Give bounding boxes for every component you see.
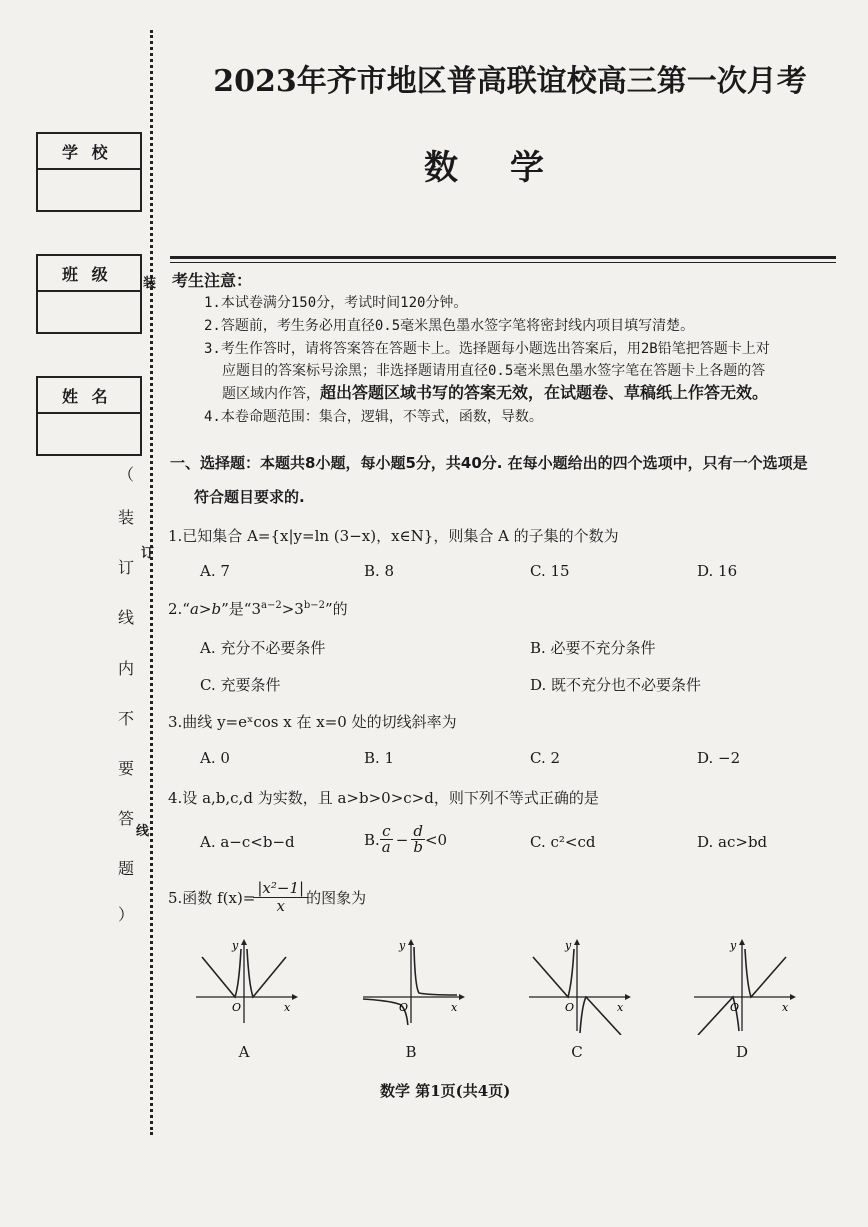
q1-option-c[interactable]: C. 15 [530,562,570,580]
notice-item-3-tail: 题区域内作答， [222,386,320,402]
origin-label: O [399,1001,409,1014]
name-blank[interactable] [38,414,140,454]
q4b-num1: c [382,822,391,840]
question-4-stem: 4.设 a,b,c,d 为实数，且 a>b>0>c>d，则下列不等式正确的是 [168,789,599,807]
side-char: （ [117,465,134,484]
side-char: 答 [117,809,134,828]
header-rule-thick [170,256,836,259]
notice-item-2: 2.答题前，考生务必用直径0.5毫米黑色墨水签字笔将密封线内项目填写清楚。 [204,318,695,334]
side-char: ） [117,905,134,924]
axis-x-label: x [284,1001,291,1014]
q1-option-b[interactable]: B. 8 [364,562,395,580]
q1-option-a[interactable]: A. 7 [200,562,230,580]
notice-item-4: 4.本卷命题范围：集合，逻辑，不等式，函数，导数。 [204,409,543,425]
school-label: 学 校 [38,134,140,170]
notice-item-3: 3.考生作答时，请将答案答在答题卡上。选择题每小题选出答案后，用2B铅笔把答题卡上对 [204,341,770,357]
binding-dotted-line [150,30,153,1135]
question-1-stem: 1.已知集合 A={x|y=ln (3−x)，x∈N}，则集合 A 的子集的个数为 [168,527,619,545]
q4b-num2: d [413,822,423,840]
q2-part: >3 [281,600,304,618]
notice-item-3-cont: 应题目的答案标号涂黑；非选择题请用直径0.5毫米黑色墨水签字笔在答题卡上各题的答 [222,363,766,379]
exam-title: 2023年齐市地区普高联谊校高三第一次月考 [213,64,807,99]
q5-numerator: |x²−1| [257,879,305,897]
q3-option-d[interactable]: D. −2 [697,749,741,767]
notice-title: 考生注意： [172,271,253,290]
q4-option-c[interactable]: C. c²<cd [530,833,596,851]
q3-option-c[interactable]: C. 2 [530,749,561,767]
q2-option-b[interactable]: B. 必要不充分条件 [530,639,656,657]
axis-x-label: x [782,1001,789,1014]
header-rule-thin [170,262,836,263]
q5-fraction [257,880,304,915]
q2-part: 2.“ [168,600,190,618]
graph-b[interactable] [357,935,467,1025]
graph-a-label: A [238,1043,250,1061]
graph-d[interactable] [688,935,798,1035]
q4b-frac2 [411,824,425,855]
page-footer: 数学 第1页(共4页) [380,1082,511,1100]
q3-option-a[interactable]: A. 0 [200,749,230,767]
binding-mark-xian: 线 [136,824,150,839]
notice-warning-emphasis: 超出答题区域书写的答案无效，在试题卷、草稿纸上作答无效。 [320,383,769,402]
side-char: 题 [117,859,134,878]
section-heading-line1: 一、选择题：本题共8小题，每小题5分，共40分. 在每小题给出的四个选项中，只有一个选项是 [170,454,808,472]
side-char: 线 [117,608,134,627]
name-label: 姓 名 [38,378,140,414]
q4b-minus: − [395,830,409,849]
class-blank[interactable] [38,292,140,332]
q4b-den1: a [381,838,391,856]
q4-option-a[interactable]: A. a−c<b−d [200,833,295,851]
school-field-box[interactable] [36,132,142,212]
q2-option-d[interactable]: D. 既不充分也不必要条件 [530,676,702,694]
graph-c-label: C [571,1043,583,1061]
name-field-box[interactable] [36,376,142,456]
q3-option-b[interactable]: B. 1 [364,749,395,767]
q5-part: 5.函数 f(x)= [168,889,256,907]
axis-y-label: y [565,939,572,952]
q2-part: ”的 [324,600,348,618]
q5-denominator: x [253,897,308,915]
q4b-den2: b [413,838,423,856]
binding-mark-ding: 订 [141,546,155,561]
graph-b-label: B [405,1043,417,1061]
notice-item-3-cont2 [222,380,768,403]
q2-option-c[interactable]: C. 充要条件 [200,676,281,694]
q4-option-d[interactable]: D. ac>bd [697,833,768,851]
origin-label: O [565,1001,575,1014]
graph-d-label: D [735,1043,749,1061]
notice-item-1: 1.本试卷满分150分，考试时间120分钟。 [204,295,468,311]
q1-option-d[interactable]: D. 16 [697,562,738,580]
question-3-stem: 3.曲线 y=eˣcos x 在 x=0 处的切线斜率为 [168,713,457,731]
graph-c[interactable] [523,935,633,1035]
axis-y-label: y [232,939,239,952]
graph-a[interactable] [190,935,300,1025]
q4b-tail: <0 [424,830,448,849]
binding-mark-zhuang: 装 [143,276,157,291]
class-field-box[interactable] [36,254,142,334]
side-char: 不 [117,709,134,728]
class-label: 班 级 [38,256,140,292]
q4b-frac1 [380,824,393,855]
question-5-stem [168,880,366,915]
origin-label: O [232,1001,242,1014]
axis-x-label: x [617,1001,624,1014]
side-char: 内 [117,659,134,678]
q2-option-a[interactable]: A. 充分不必要条件 [200,639,326,657]
subject-title: 数学 [424,148,596,188]
axis-x-label: x [451,1001,458,1014]
origin-label: O [730,1001,740,1014]
side-char: 装 [117,508,134,527]
q2-part: a>b [189,600,222,618]
axis-y-label: y [730,939,737,952]
school-blank[interactable] [38,170,140,210]
side-char: 订 [117,558,134,577]
axis-y-label: y [399,939,406,952]
q2-part: ”是“3 [221,600,261,618]
q2-exp: b−2 [303,600,325,611]
q4-option-b[interactable] [364,824,447,855]
section-heading-line2: 符合题目要求的. [194,488,305,506]
q2-exp: a−2 [261,600,282,611]
q5-part: 的图象为 [306,889,367,907]
side-char: 要 [117,759,134,778]
question-2-stem [168,598,348,619]
q4b-prefix: B. [364,830,380,849]
